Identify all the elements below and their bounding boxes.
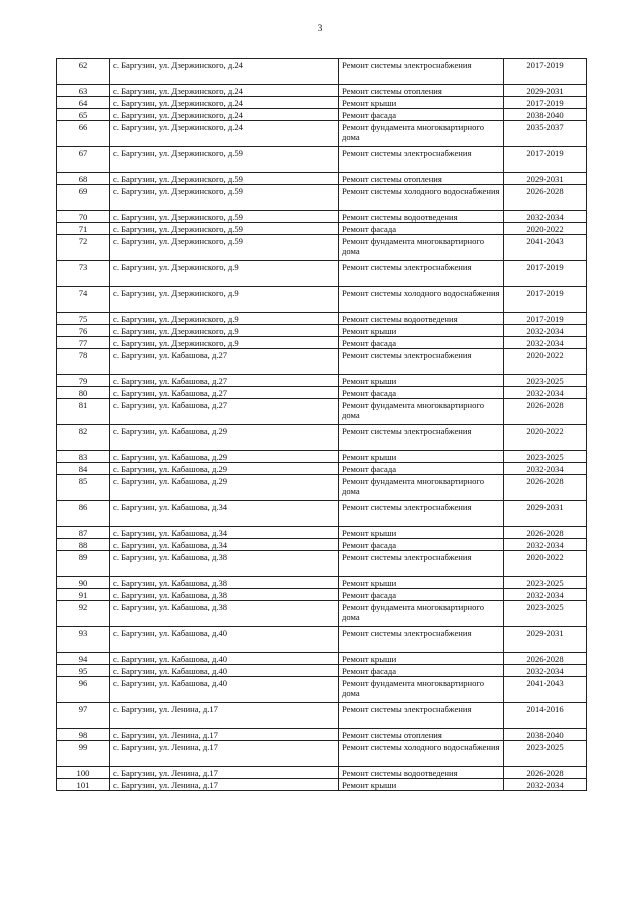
period-cell: 2041-2043: [504, 235, 587, 261]
row-number-cell: 89: [57, 551, 110, 577]
row-number-cell: 76: [57, 325, 110, 337]
work-type-cell: Ремонт системы электроснабжения: [339, 501, 504, 527]
address-cell: с. Баргузин, ул. Дзержинского, д.59: [110, 223, 339, 235]
table-row: [57, 501, 587, 527]
period-cell: 2032-2034: [504, 463, 587, 475]
row-number-cell: 101: [57, 779, 110, 791]
work-type-cell: Ремонт системы холодного водоснабжения: [339, 741, 504, 767]
address-cell: с. Баргузин, ул. Кабашова, д.29: [110, 451, 339, 463]
address-cell: с. Баргузин, ул. Ленина, д.17: [110, 767, 339, 779]
table-row: [57, 173, 587, 185]
address-cell: с. Баргузин, ул. Кабашова, д.27: [110, 387, 339, 399]
row-number-cell: 62: [57, 59, 110, 85]
work-type-cell: Ремонт фундамента многоквартирного дома: [339, 475, 504, 501]
work-type-cell: Ремонт фасада: [339, 589, 504, 601]
work-type-cell: Ремонт системы отопления: [339, 173, 504, 185]
work-type-cell: Ремонт фундамента многоквартирного дома: [339, 677, 504, 703]
period-cell: 2032-2034: [504, 337, 587, 349]
period-cell: 2017-2019: [504, 59, 587, 85]
repair-schedule-table: [56, 58, 587, 791]
row-number-cell: 96: [57, 677, 110, 703]
row-number-cell: 77: [57, 337, 110, 349]
address-cell: с. Баргузин, ул. Кабашова, д.29: [110, 463, 339, 475]
address-cell: с. Баргузин, ул. Дзержинского, д.24: [110, 121, 339, 147]
work-type-cell: Ремонт системы электроснабжения: [339, 627, 504, 653]
period-cell: 2026-2028: [504, 475, 587, 501]
table-row: [57, 741, 587, 767]
address-cell: с. Баргузин, ул. Ленина, д.17: [110, 703, 339, 729]
table-row: [57, 59, 587, 85]
work-type-cell: Ремонт крыши: [339, 375, 504, 387]
period-cell: 2026-2028: [504, 399, 587, 425]
period-cell: 2041-2043: [504, 677, 587, 703]
period-cell: 2020-2022: [504, 425, 587, 451]
address-cell: с. Баргузин, ул. Дзержинского, д.59: [110, 185, 339, 211]
row-number-cell: 72: [57, 235, 110, 261]
row-number-cell: 90: [57, 577, 110, 589]
address-cell: с. Баргузин, ул. Кабашова, д.38: [110, 551, 339, 577]
period-cell: 2023-2025: [504, 741, 587, 767]
row-number-cell: 83: [57, 451, 110, 463]
period-cell: 2032-2034: [504, 539, 587, 551]
address-cell: с. Баргузин, ул. Дзержинского, д.9: [110, 337, 339, 349]
row-number-cell: 97: [57, 703, 110, 729]
work-type-cell: Ремонт фундамента многоквартирного дома: [339, 235, 504, 261]
row-number-cell: 74: [57, 287, 110, 313]
work-type-cell: Ремонт системы электроснабжения: [339, 261, 504, 287]
period-cell: 2017-2019: [504, 261, 587, 287]
work-type-cell: Ремонт системы отопления: [339, 729, 504, 741]
row-number-cell: 69: [57, 185, 110, 211]
row-number-cell: 87: [57, 527, 110, 539]
address-cell: с. Баргузин, ул. Дзержинского, д.9: [110, 325, 339, 337]
work-type-cell: Ремонт крыши: [339, 97, 504, 109]
row-number-cell: 81: [57, 399, 110, 425]
work-type-cell: Ремонт крыши: [339, 653, 504, 665]
table-row: [57, 627, 587, 653]
row-number-cell: 86: [57, 501, 110, 527]
period-cell: 2026-2028: [504, 653, 587, 665]
row-number-cell: 78: [57, 349, 110, 375]
address-cell: с. Баргузин, ул. Дзержинского, д.59: [110, 173, 339, 185]
table-row: [57, 223, 587, 235]
table-row: [57, 779, 587, 791]
row-number-cell: 92: [57, 601, 110, 627]
row-number-cell: 100: [57, 767, 110, 779]
row-number-cell: 85: [57, 475, 110, 501]
table-row: [57, 109, 587, 121]
table-row: [57, 475, 587, 501]
table-row: [57, 729, 587, 741]
table-row: [57, 399, 587, 425]
table-row: [57, 451, 587, 463]
work-type-cell: Ремонт системы холодного водоснабжения: [339, 287, 504, 313]
row-number-cell: 67: [57, 147, 110, 173]
work-type-cell: Ремонт крыши: [339, 527, 504, 539]
work-type-cell: Ремонт системы электроснабжения: [339, 425, 504, 451]
work-type-cell: Ремонт системы отопления: [339, 85, 504, 97]
period-cell: 2014-2016: [504, 703, 587, 729]
period-cell: 2023-2025: [504, 577, 587, 589]
period-cell: 2032-2034: [504, 665, 587, 677]
work-type-cell: Ремонт системы холодного водоснабжения: [339, 185, 504, 211]
period-cell: 2029-2031: [504, 627, 587, 653]
work-type-cell: Ремонт фасада: [339, 387, 504, 399]
table-row: [57, 577, 587, 589]
address-cell: с. Баргузин, ул. Кабашова, д.27: [110, 399, 339, 425]
address-cell: с. Баргузин, ул. Кабашова, д.34: [110, 501, 339, 527]
table-row: [57, 703, 587, 729]
row-number-cell: 63: [57, 85, 110, 97]
address-cell: с. Баргузин, ул. Дзержинского, д.59: [110, 235, 339, 261]
row-number-cell: 80: [57, 387, 110, 399]
row-number-cell: 64: [57, 97, 110, 109]
period-cell: 2017-2019: [504, 287, 587, 313]
table-row: [57, 665, 587, 677]
work-type-cell: Ремонт системы электроснабжения: [339, 551, 504, 577]
address-cell: с. Баргузин, ул. Дзержинского, д.24: [110, 109, 339, 121]
work-type-cell: Ремонт фундамента многоквартирного дома: [339, 399, 504, 425]
work-type-cell: Ремонт системы водоотведения: [339, 313, 504, 325]
table-row: [57, 97, 587, 109]
row-number-cell: 94: [57, 653, 110, 665]
table-row: [57, 767, 587, 779]
address-cell: с. Баргузин, ул. Дзержинского, д.24: [110, 59, 339, 85]
address-cell: с. Баргузин, ул. Кабашова, д.40: [110, 665, 339, 677]
table-row: [57, 463, 587, 475]
period-cell: 2035-2037: [504, 121, 587, 147]
period-cell: 2017-2019: [504, 97, 587, 109]
period-cell: 2023-2025: [504, 451, 587, 463]
row-number-cell: 99: [57, 741, 110, 767]
row-number-cell: 71: [57, 223, 110, 235]
work-type-cell: Ремонт системы электроснабжения: [339, 349, 504, 375]
table-body: [57, 59, 587, 791]
table-row: [57, 211, 587, 223]
period-cell: 2038-2040: [504, 729, 587, 741]
table-row: [57, 527, 587, 539]
work-type-cell: Ремонт фундамента многоквартирного дома: [339, 121, 504, 147]
row-number-cell: 66: [57, 121, 110, 147]
row-number-cell: 73: [57, 261, 110, 287]
table-row: [57, 325, 587, 337]
address-cell: с. Баргузин, ул. Ленина, д.17: [110, 729, 339, 741]
work-type-cell: Ремонт фундамента многоквартирного дома: [339, 601, 504, 627]
period-cell: 2017-2019: [504, 147, 587, 173]
address-cell: с. Баргузин, ул. Кабашова, д.29: [110, 425, 339, 451]
address-cell: с. Баргузин, ул. Дзержинского, д.24: [110, 85, 339, 97]
table-row: [57, 337, 587, 349]
work-type-cell: Ремонт системы электроснабжения: [339, 59, 504, 85]
period-cell: 2020-2022: [504, 551, 587, 577]
address-cell: с. Баргузин, ул. Дзержинского, д.24: [110, 97, 339, 109]
page-number: 3: [317, 24, 323, 34]
address-cell: с. Баргузин, ул. Кабашова, д.38: [110, 577, 339, 589]
period-cell: 2032-2034: [504, 325, 587, 337]
address-cell: с. Баргузин, ул. Кабашова, д.38: [110, 589, 339, 601]
row-number-cell: 91: [57, 589, 110, 601]
table-row: [57, 349, 587, 375]
period-cell: 2032-2034: [504, 387, 587, 399]
row-number-cell: 75: [57, 313, 110, 325]
address-cell: с. Баргузин, ул. Кабашова, д.34: [110, 539, 339, 551]
address-cell: с. Баргузин, ул. Кабашова, д.40: [110, 677, 339, 703]
period-cell: 2029-2031: [504, 501, 587, 527]
row-number-cell: 70: [57, 211, 110, 223]
period-cell: 2029-2031: [504, 85, 587, 97]
period-cell: 2017-2019: [504, 313, 587, 325]
work-type-cell: Ремонт крыши: [339, 577, 504, 589]
address-cell: с. Баргузин, ул. Кабашова, д.40: [110, 627, 339, 653]
table-row: [57, 425, 587, 451]
period-cell: 2026-2028: [504, 767, 587, 779]
work-type-cell: Ремонт крыши: [339, 325, 504, 337]
address-cell: с. Баргузин, ул. Дзержинского, д.9: [110, 313, 339, 325]
period-cell: 2032-2034: [504, 211, 587, 223]
table-row: [57, 539, 587, 551]
work-type-cell: Ремонт крыши: [339, 779, 504, 791]
table-row: [57, 375, 587, 387]
work-type-cell: Ремонт фасада: [339, 337, 504, 349]
table-row: [57, 287, 587, 313]
row-number-cell: 82: [57, 425, 110, 451]
period-cell: 2032-2034: [504, 779, 587, 791]
period-cell: 2023-2025: [504, 375, 587, 387]
table-row: [57, 601, 587, 627]
row-number-cell: 79: [57, 375, 110, 387]
work-type-cell: Ремонт фасада: [339, 539, 504, 551]
work-type-cell: Ремонт системы водоотведения: [339, 767, 504, 779]
table-row: [57, 677, 587, 703]
row-number-cell: 98: [57, 729, 110, 741]
table-row: [57, 551, 587, 577]
address-cell: с. Баргузин, ул. Ленина, д.17: [110, 741, 339, 767]
period-cell: 2032-2034: [504, 589, 587, 601]
table-row: [57, 589, 587, 601]
period-cell: 2026-2028: [504, 185, 587, 211]
work-type-cell: Ремонт фасада: [339, 463, 504, 475]
row-number-cell: 93: [57, 627, 110, 653]
table-row: [57, 235, 587, 261]
work-type-cell: Ремонт системы водоотведения: [339, 211, 504, 223]
work-type-cell: Ремонт фасада: [339, 109, 504, 121]
table-row: [57, 85, 587, 97]
work-type-cell: Ремонт фасада: [339, 223, 504, 235]
address-cell: с. Баргузин, ул. Дзержинского, д.59: [110, 211, 339, 223]
period-cell: 2038-2040: [504, 109, 587, 121]
address-cell: с. Баргузин, ул. Кабашова, д.38: [110, 601, 339, 627]
row-number-cell: 95: [57, 665, 110, 677]
period-cell: 2023-2025: [504, 601, 587, 627]
table-row: [57, 185, 587, 211]
address-cell: с. Баргузин, ул. Дзержинского, д.59: [110, 147, 339, 173]
row-number-cell: 65: [57, 109, 110, 121]
table-row: [57, 387, 587, 399]
work-type-cell: Ремонт системы электроснабжения: [339, 147, 504, 173]
address-cell: с. Баргузин, ул. Кабашова, д.27: [110, 375, 339, 387]
address-cell: с. Баргузин, ул. Кабашова, д.34: [110, 527, 339, 539]
table-row: [57, 313, 587, 325]
work-type-cell: Ремонт системы электроснабжения: [339, 703, 504, 729]
work-type-cell: Ремонт фасада: [339, 665, 504, 677]
table-row: [57, 261, 587, 287]
period-cell: 2026-2028: [504, 527, 587, 539]
address-cell: с. Баргузин, ул. Дзержинского, д.9: [110, 287, 339, 313]
address-cell: с. Баргузин, ул. Дзержинского, д.9: [110, 261, 339, 287]
address-cell: с. Баргузин, ул. Ленина, д.17: [110, 779, 339, 791]
table-row: [57, 121, 587, 147]
period-cell: 2029-2031: [504, 173, 587, 185]
period-cell: 2020-2022: [504, 349, 587, 375]
row-number-cell: 68: [57, 173, 110, 185]
table-row: [57, 653, 587, 665]
row-number-cell: 88: [57, 539, 110, 551]
table-row: [57, 147, 587, 173]
work-type-cell: Ремонт крыши: [339, 451, 504, 463]
address-cell: с. Баргузин, ул. Кабашова, д.27: [110, 349, 339, 375]
row-number-cell: 84: [57, 463, 110, 475]
period-cell: 2020-2022: [504, 223, 587, 235]
address-cell: с. Баргузин, ул. Кабашова, д.40: [110, 653, 339, 665]
address-cell: с. Баргузин, ул. Кабашова, д.29: [110, 475, 339, 501]
